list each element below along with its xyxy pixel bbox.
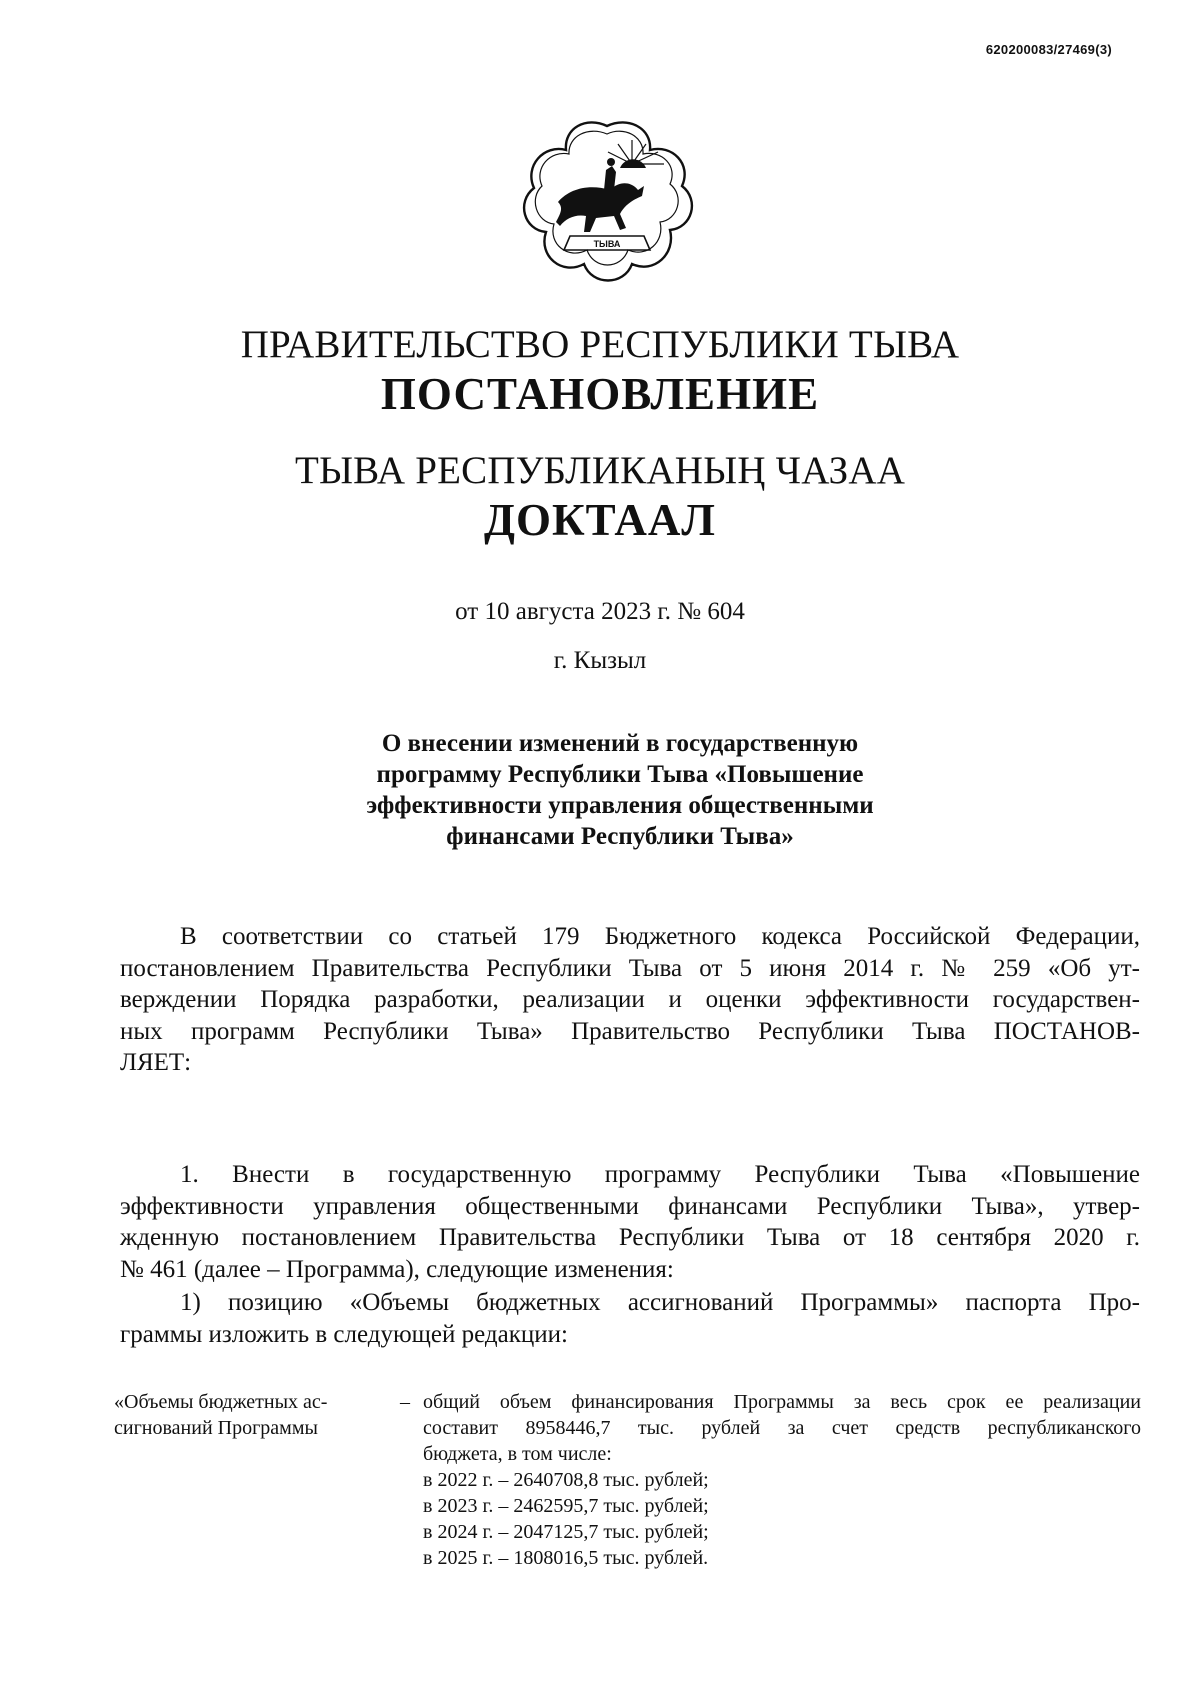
preamble-line: ных программ Республики Тыва» Правительство Республики Тыва ПОСТАНОВ-: [120, 1017, 1140, 1045]
funding-year-2023: в 2023 г. – 2462595,7 тыс. рублей;: [423, 1495, 709, 1517]
decree-title-ru: ПОСТАНОВЛЕНИЕ: [380, 369, 820, 419]
subject-line: программу Республики Тыва «Повышение: [376, 761, 864, 788]
funding-line: составит 8958446,7 тыс. рублей за счет средств республиканского: [423, 1417, 1141, 1439]
funding-year-2025: в 2025 г. – 1808016,5 тыс. рублей.: [423, 1547, 709, 1569]
funding-line: общий объем финансирования Программы за весь срок ее реализации: [423, 1391, 1141, 1413]
funding-year-2024: в 2024 г. – 2047125,7 тыс. рублей;: [423, 1521, 709, 1543]
decree-title-tyv: ДОКТААЛ: [484, 495, 716, 545]
preamble-line: постановлением Правительства Республики Тыва от 5 июня 2014 г. № 259 «Об ут-: [120, 954, 1140, 982]
subject-line: О внесении изменений в государственную: [381, 730, 859, 757]
passport-position-label: [114, 1389, 394, 1441]
tuva-emblem-icon: [520, 118, 695, 288]
subject-line: финансами Республики Тыва»: [446, 823, 794, 850]
item-1-line: № 461 (далее – Программа), следующие изменения:: [120, 1255, 674, 1283]
preamble-line: верждении Порядка разработки, реализации и оценки эффективности государствен-: [120, 986, 1140, 1013]
item-1-1-line: граммы изложить в следующей редакции:: [120, 1320, 568, 1348]
preamble-line: ЛЯЕТ:: [120, 1049, 192, 1076]
item-1-line: жденную постановлением Правительства Республики Тыва от 18 сентября 2020 г.: [120, 1224, 1140, 1251]
decree-date-number: от 10 августа 2023 г. № 604: [455, 598, 745, 625]
document-registration-code: 620200083/27469(3): [985, 42, 1112, 57]
government-title-tyv: ТЫВА РЕСПУБЛИКАНЫҢ ЧАЗАА: [294, 449, 906, 492]
subject-line: эффективности управления общественными: [366, 792, 874, 819]
passport-position-value: [423, 1389, 1141, 1571]
item-1-paragraph: [120, 1159, 1140, 1285]
funding-line: бюджета, в том числе:: [423, 1443, 612, 1465]
passport-label-line: «Объемы бюджетных ас-: [114, 1391, 328, 1413]
item-1-line: эффективности управления общественными финансами Республики Тыва», утвер-: [120, 1192, 1140, 1220]
decree-subject: [300, 728, 940, 852]
item-1-1-paragraph: [120, 1287, 1140, 1350]
item-1-line: 1. Внести в государственную программу Республики Тыва «Повышение: [180, 1161, 1140, 1188]
preamble-paragraph: [120, 921, 1140, 1079]
government-title-ru: ПРАВИТЕЛЬСТВО РЕСПУБЛИКИ ТЫВА: [240, 323, 960, 366]
emblem-ribbon-label: ТЫВА: [593, 239, 621, 249]
decree-city: г. Кызыл: [553, 647, 647, 674]
preamble-line: В соответствии со статьей 179 Бюджетного кодекса Российской Федерации,: [180, 923, 1140, 950]
item-1-1-line: 1) позицию «Объемы бюджетных ассигнований Программы» паспорта Про-: [180, 1289, 1140, 1316]
passport-dash: –: [400, 1391, 410, 1413]
funding-year-2022: в 2022 г. – 2640708,8 тыс. рублей;: [423, 1469, 709, 1491]
passport-label-line: сигнований Программы: [114, 1417, 318, 1439]
